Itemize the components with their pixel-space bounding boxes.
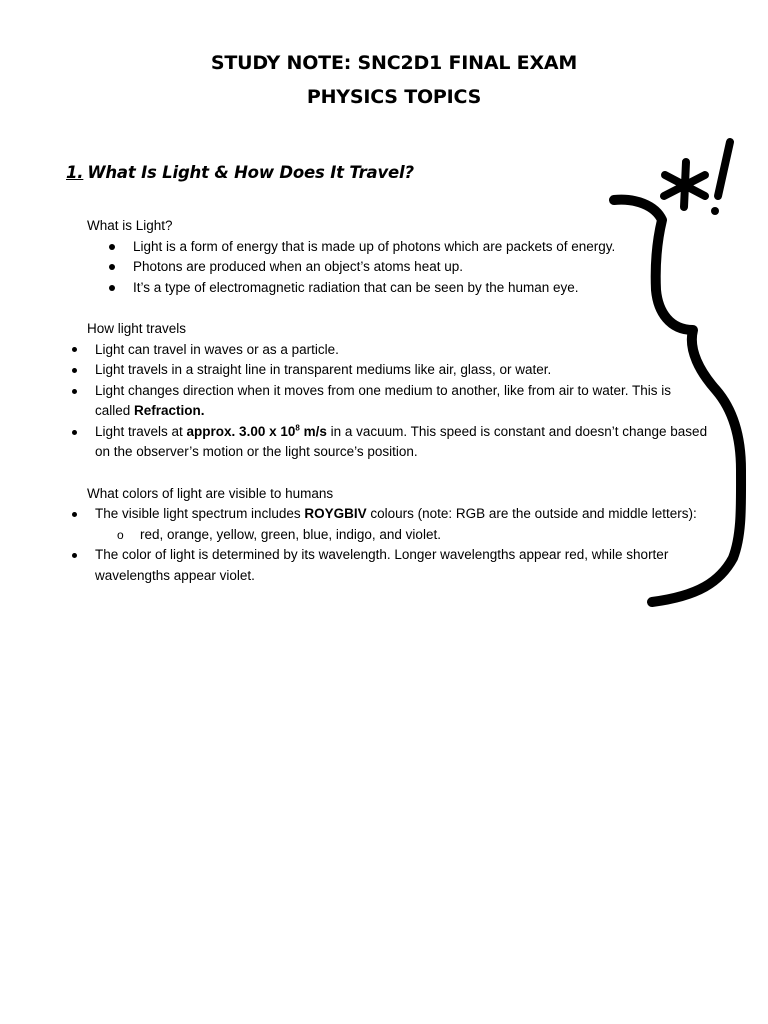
subheading-what-is-light: What is Light? xyxy=(87,218,173,233)
section-number: 1. xyxy=(66,163,84,182)
list-item: Photons are produced when an object’s atoms heat up. xyxy=(133,259,463,274)
annotation-bracket-stroke xyxy=(614,200,741,602)
subheading-how-light-travels: How light travels xyxy=(87,321,187,336)
list-item: The visible light spectrum includes ROYGBIV colours (note: RGB are the outside and middle letters): xyxy=(95,506,697,521)
exclamation-dot xyxy=(711,207,719,215)
list-item-continuation: called Refraction. xyxy=(95,403,205,418)
list-item: The color of light is determined by its wavelength. Longer wavelengths appear red, while shorter xyxy=(95,547,669,562)
list-item: Light can travel in waves or as a particle. xyxy=(95,342,339,357)
subheading-visible-colors: What colors of light are visible to humans xyxy=(87,486,334,501)
exclamation-icon xyxy=(718,142,730,196)
sub-list-item: red, orange, yellow, green, blue, indigo, and violet. xyxy=(140,527,441,542)
list-item-continuation: wavelengths appear violet. xyxy=(95,568,255,583)
section-title: What Is Light & How Does It Travel? xyxy=(87,163,414,182)
list-item-continuation: on the observer’s motion or the light source’s position. xyxy=(95,444,418,459)
list-item: Light changes direction when it moves from one medium to another, like from air to water. This is xyxy=(95,383,672,398)
speed-of-light-value: approx. 3.00 x $10^8$ m/s xyxy=(186,423,327,439)
refraction-term: Refraction. xyxy=(134,403,205,418)
list-item: It’s a type of electromagnetic radiation that can be seen by the human eye. xyxy=(133,280,579,295)
sub-bullet-icon: o xyxy=(117,528,124,542)
list-item: Light travels in a straight line in transparent mediums like air, glass, or water. xyxy=(95,362,552,377)
page-title: STUDY NOTE: SNC2D1 FINAL EXAM xyxy=(210,52,578,74)
list-item: Light is a form of energy that is made up of photons which are packets of energy. xyxy=(133,239,616,254)
page-subtitle: PHYSICS TOPICS xyxy=(306,86,482,108)
asterisk-icon xyxy=(664,162,705,207)
roygbiv-term: ROYGBIV xyxy=(304,506,367,521)
list-item: Light travels at approx. 3.00 x $10^8$ m/s in a vacuum. This speed is constant and doesn’t change based xyxy=(95,423,708,439)
